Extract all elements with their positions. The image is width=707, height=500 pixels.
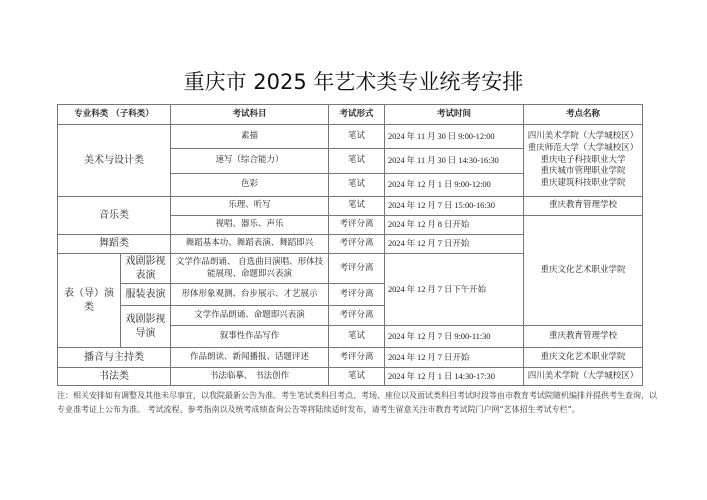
subject: 叙事性作品写作 xyxy=(171,326,329,348)
subcategory: 戏剧影视表演 xyxy=(121,254,171,284)
page-title: 重庆市 2025 年艺术类专业统考安排 xyxy=(183,70,524,94)
form: 笔试 xyxy=(329,149,385,174)
form: 考评分离 xyxy=(329,306,385,326)
header-time: 考试时间 xyxy=(385,105,524,125)
venue: 重庆教育管理学校 xyxy=(524,197,643,216)
subject: 乐理、听写 xyxy=(171,197,329,216)
subject: 色彩 xyxy=(171,174,329,197)
time: 2024 年 12 月 7 日下午开始 xyxy=(385,254,524,326)
subject: 素描 xyxy=(171,125,329,149)
time: 2024 年 12 月 7 日开始 xyxy=(385,348,524,368)
time: 2024 年 12 月 7 日 15:00-16:30 xyxy=(385,197,524,216)
venue: 重庆教育管理学校 xyxy=(524,326,643,348)
venue: 四川美术学院（大学城校区） xyxy=(524,368,643,386)
form: 考评分离 xyxy=(329,254,385,284)
venue-line: 重庆城市管理职业学院 xyxy=(540,166,626,177)
form: 考评分离 xyxy=(329,348,385,368)
venue-line: 四川美术学院（大学城校区） xyxy=(527,130,639,141)
content xyxy=(57,104,657,417)
category-art: 美术与设计类 xyxy=(58,125,171,197)
table-row xyxy=(58,368,643,386)
venue-line: 重庆建筑科技职业学院 xyxy=(540,178,626,189)
subject: 速写（综合能力） xyxy=(171,149,329,174)
table-row xyxy=(58,125,643,149)
time: 2024 年 12 月 1 日 9:00-12:00 xyxy=(385,174,524,197)
header-subject: 考试科目 xyxy=(171,105,329,125)
table-row xyxy=(58,197,643,216)
time: 2024 年 11 月 30 日 14:30-16:30 xyxy=(385,149,524,174)
subject: 书法临摹、 书法创作 xyxy=(171,368,329,386)
subject: 形体形象观测、台步展示、才艺展示 xyxy=(171,284,329,306)
category-music: 音乐类 xyxy=(58,197,171,235)
form: 笔试 xyxy=(329,197,385,216)
subject: 舞蹈基本功、舞蹈表演、舞蹈即兴 xyxy=(171,235,329,254)
category-dance: 舞蹈类 xyxy=(58,235,171,254)
form: 考评分离 xyxy=(329,216,385,235)
form: 笔试 xyxy=(329,326,385,348)
form: 笔试 xyxy=(329,174,385,197)
category-broadcast: 播音与主持类 xyxy=(58,348,171,368)
venue-art xyxy=(524,125,643,197)
subject: 视唱、器乐、声乐 xyxy=(171,216,329,235)
time: 2024 年 12 月 8 日开始 xyxy=(385,216,524,235)
time: 2024 年 12 月 1 日 14:30-17:30 xyxy=(385,368,524,386)
table-header-row xyxy=(58,105,643,125)
venue-line: 重庆电子科技职业大学 xyxy=(540,154,626,165)
table-row xyxy=(58,348,643,368)
subject: 文学作品朗诵、 自选曲目演唱、形体技能展现、命题即兴表演 xyxy=(171,254,329,284)
category-calligraphy: 书法类 xyxy=(58,368,171,386)
subcategory: 服装表演 xyxy=(121,284,171,306)
category-perform: 表（导）演类 xyxy=(58,254,121,348)
form: 考评分离 xyxy=(329,235,385,254)
exam-schedule-table xyxy=(57,104,643,386)
time: 2024 年 12 月 7 日开始 xyxy=(385,235,524,254)
venue-culture-art: 重庆文化艺术职业学院 xyxy=(524,216,643,326)
header-venue: 考点名称 xyxy=(524,105,643,125)
time: 2024 年 11 月 30 日 9:00-12:00 xyxy=(385,125,524,149)
venue: 重庆文化艺术职业学院 xyxy=(524,348,643,368)
form: 笔试 xyxy=(329,125,385,149)
subject: 作品朗读、新闻播报、话题评述 xyxy=(171,348,329,368)
venue-line: 重庆师范大学（大学城校区） xyxy=(527,142,639,153)
header-category: 专业科类 （子科类） xyxy=(58,105,171,125)
form: 考评分离 xyxy=(329,284,385,306)
form: 笔试 xyxy=(329,368,385,386)
header-form: 考试形式 xyxy=(329,105,385,125)
time: 2024 年 12 月 7 日 9:00-11:30 xyxy=(385,326,524,348)
subject: 文学作品朗诵、命题即兴表演 xyxy=(171,306,329,326)
subcategory: 戏剧影视导演 xyxy=(121,306,171,348)
footnote: 注：相关安排如有调整及其他未尽事宜，以我院最新公告为准。考生笔试类科目考点、考场、座位以及面试类科目考试时段等由市教育考试院随机编排并提供考生查询，以专业准考证上公布为准。 考试流程、参考指南以及统考成绩查询公告等将陆续适时发布，请考生留意关注市教育考试院门户网“艺体招生考试专栏”。 xyxy=(57,391,657,414)
